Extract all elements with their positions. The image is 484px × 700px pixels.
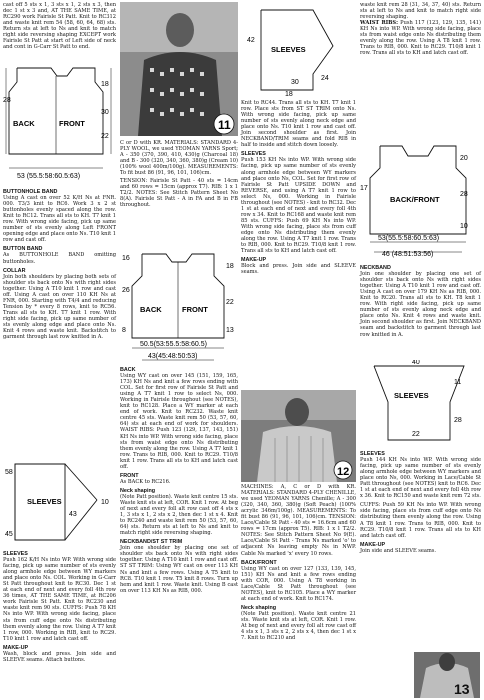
- dim-11: 11: [454, 379, 462, 386]
- dim-20: 20: [460, 155, 468, 162]
- makeup-text-2: Block and press. Join side and SLEEVE seams.: [241, 263, 356, 276]
- sleeves-label-2: SLEEVES: [271, 45, 306, 54]
- bottom-label-2: 43(45:48:50:53): [148, 353, 198, 360]
- waist-ribs-body: Push 117 (123, 129, 135, 141) KH Ns into WP. With wrong side facing, place sts from waist edge onto Ns distributing them evenly along the row. Using A T8 knit 1 row. Trans to RIB, 000. Knit to RC29. T10/8 knit 1 row. Trans all sts to KH and latch cast off.: [360, 20, 482, 57]
- width-label-2: 50.5(53:55.5:58:60.5): [140, 341, 207, 348]
- front-label: FRONT: [59, 119, 85, 128]
- makeup-title-2: MAKE-UP: [241, 257, 267, 264]
- button-band-title: BUTTON BAND: [3, 246, 43, 253]
- tension-text-1: TENSION: Fairisle St Patt - 40 sts = 14cm and 60 rows = 15cm (approx T7). RIB: 1 x 1 T2/2. NOTES: See Stitch Pattern Sheet No 8(A). Fairisle St Patt - A in FA and B in FB throughout.: [120, 178, 238, 209]
- dim-43: 43: [69, 511, 77, 518]
- width-label-3: 53(55.5:58:60.5:63): [378, 235, 440, 242]
- dim-22e: 22: [412, 431, 420, 438]
- back-label-2: BACK: [140, 305, 162, 314]
- neck-shaping-title: Neck shaping: [120, 487, 156, 494]
- cuffs-text: CUFFS: Push 59 KH Ns into WP. With wrong side facing, place sts from cuff edge onto Ns distributing them evenly along the row. Using A T8 knit 1 row. Trans to RIB, 000. Knit to RC29. T10/8 knit 1 row. Trans all sts to KH and latch cast off.: [360, 502, 481, 539]
- back-front-title: BACK/FRONT: [241, 559, 277, 566]
- neckband-continued-text: Knit to RC44. Trans all sts to KH. T7 knit 1 row. Place sts from ST ST TRIM onto Ns. With wrong side facing, pick up same number of sts evenly along neck edge and place onto Ns. T10 knit 1 row and cast off. Join second shoulder as first. Join NECKBAND/TRIM seams and fold RIB in half to inside and stitch down loosely.: [241, 100, 356, 149]
- column-4-middle: [360, 262, 481, 338]
- makeup-text-3: Join side and SLEEVE seams.: [360, 547, 437, 554]
- collar-text: Join both shoulders by placing both sets of shoulder sts back onto Ns with right sides together. Using A T10 knit 1 row and cast off. Using A cast on over 110 KH Ns at FNR, 000. Starting with T4/4 and reducing Tension by * every 8 rows, knit to RC56. Trans all sts to KH. T7 knit 1 row. With right side facing, pick up same number of sts evenly along edge and place onto Ns. Knit 4 rows and waste knit. Backstitch to garment through last row knitted in A.: [3, 273, 116, 341]
- intro-text: cast off 5 sts x 1, 3 sts x 1, 2 sts x 3, then dec 1 st x 3 and, AT THE SAME TIME, at RC290 work Fairisle St Patt. Knit to RC312 and waste knit rem 54 (58, 60, 64, 68) sts. Return sts at left to Ns and knit to match right side reversing shaping EXCEPT work Fairisle St Patt at start of Left side of neck and cont in G-Carr St Patt to end.: [3, 2, 116, 51]
- sweater-photo-11: [120, 2, 238, 136]
- sleeves-text-3: Push 144 KH Ns into WP. With wrong side facing, pick up same number of sts evenly along armhole edge between WY markers and place onto Ns, 000. Working in Lace/Cable St Patt throughout (see NOTES) knit to RC6. Dec 1 st at each end of next and every foll 4th row x 36. Knit to RC150 and waste knit rem 72 sts.: [360, 457, 481, 500]
- photo-number-13: 13: [454, 681, 470, 697]
- dim-58: 58: [5, 469, 13, 476]
- back-text: Using WY cast on over 145 (151, 159, 165, 173) KH Ns and knit a few rows ending with COL. Set for first row of Fairisle St Patt and using A T7 knit 1 row to select Ns, 000. Working in Fairisle throughout (see NOTES), knit to RC128. Place a WY marker at each end of work. Knit to RC232. Waste knit centre 45 sts. Waste knit rem 50 (53, 57, 60, 64) sts at each end of work for shoulders. WAIST RIBS: Push 123 (129, 137, 143, 151) KH Ns into WP. With wrong side facing, place sts from waist edge onto Ns distributing them evenly along the row. Using A T7 knit 1 row. Trans to RIB, 000. Knit to RC29. T10/8 knit 1 row. Trans all sts to KH and latch cast off.: [120, 373, 238, 470]
- back-front-diagram-1: [3, 62, 116, 182]
- dim-28e: 28: [454, 417, 462, 424]
- dim-40: 40: [412, 360, 420, 366]
- dim-18: 18: [101, 81, 109, 88]
- dim-22b: 22: [226, 299, 234, 306]
- front-text: As BACK to RC216.: [120, 478, 171, 485]
- column-3: [241, 100, 356, 275]
- bottom-label-3: 46 (48:51:53:56): [382, 251, 434, 258]
- dim-16: 16: [122, 255, 130, 262]
- dim-13: 13: [226, 327, 234, 334]
- neck-shaping-text: (Note Patt position). Waste knit centre 15 sts. Waste knit sts at left, COR. Knit 1 row. At beg of next and every foll alt row cast off 4 sts x 1, 3 sts x 1, 2 sts x 2, then dec 1 st x 4. Knit to RC240 and waste knit rem 50 (53, 57, 60, 64) sts. Return sts at left to Ns and knit to match right side reversing shaping.: [120, 493, 239, 537]
- neckband-text: Join one shoulder by placing one set of shoulder sts back onto Ns with right sides together. Using A T10 knit 1 row and cast off. Using A cast on over 179 KH Ns as RIB, 000. Knit to RC20. Trans all sts to KH. T8 knit 1 row. With right side facing, pick up same number of sts evenly along neck edge and place onto Ns. Knit 4 rows and waste knit. Join second shoulder as first. Join NECKBAND seam and backstitch to garment through last row knitted in A.: [360, 271, 481, 338]
- column-4: [360, 2, 481, 56]
- dim-17: 17: [360, 185, 368, 192]
- dim-24: 24: [321, 75, 329, 82]
- sleeves-text: Push 162 K/H Ns into WP. With wrong side facing, pick up same number of sts evenly along armhole edge between WY markers and place onto Ns. COL. Working in G-Carr St Patt throughout knit to RC30. Dec 1 st at each end of next and every foll 4th row 36 times, AT THE SAME TIME, at RC206 work Fairisle St Patt. Knit to RC230 and waste knit rem 90 sts. CUFFS: Push 78 KH Ns into WP. With wrong side facing, place sts from cuff edge onto Ns distributing them evenly along the row. Using A T7 knit 1 row, 000. Working in RIB, knit to RC29. T10 knit 1 row and latch cast off.: [3, 557, 116, 642]
- sleeves-label: SLEEVES: [27, 497, 62, 506]
- buttonhole-band-title: BUTTONHOLE BAND: [3, 189, 58, 195]
- back-front-diagram-2: [120, 246, 238, 366]
- sleeve-diagram-3: [360, 360, 481, 446]
- buttonhole-band-text: Using A cast on over 52 K/H Ns at FNR. 000. T3/3 knit to RC6. Work 3 x 2 st buttonholes evenly spaced along the row. Knit to RC12. Trans all sts to KH. T7 knit 1 row. With wrong side facing, pick up same number of sts evenly along Left FRONT opening edge and place onto Ns. T10 knit 1 row and cast off.: [3, 195, 116, 244]
- sleeve-diagram-2: [241, 2, 356, 98]
- materials-text-1: C or D with KR. MATERIALS: STANDARD 4-PLY WOOL, we used YEOMAN YARNS Sport; A - 350 (370, 390, 410, 430)g (Charcoal 18) and B - 300 (320, 340, 360, 380)g (Cream 10) (100% wool 400m/100g). MEASUREMENTS: To fit bust 86 (91, 96, 101, 106)cm.: [120, 140, 238, 177]
- dim-10: 10: [101, 499, 109, 506]
- dim-28d: 28: [460, 191, 468, 198]
- makeup-title: MAKE-UP: [3, 644, 29, 651]
- sweater-photo-13: [414, 652, 480, 698]
- front-label-2: FRONT: [182, 305, 208, 314]
- neckband-trim-text: Join one shoulder by placing one set of shoulder sts back onto Ns with right sides together. Using A T10 knit 1 row and cast off. ST ST TRIM: Using WY cast on over 113 KH Ns and knit a few rows. Using A T5 knit to RC8. T10 knit 1 row. T5 knit 8 rows. Turn up hem and knit 1 row. Waste knit. Using B cast on over 113 KH Ns as RIB, 000.: [120, 545, 238, 594]
- bottom-width: 53 (55.5:58:60.5:63): [17, 173, 81, 180]
- collar-title: COLLAR: [3, 267, 26, 274]
- dim-18b: 18: [226, 263, 234, 270]
- dim-45: 45: [5, 531, 13, 538]
- column-1-lower: [3, 186, 116, 340]
- waist-ribs-title: WAIST RIBS:: [360, 20, 398, 27]
- dim-18c: 18: [285, 91, 293, 98]
- column-2: [120, 140, 238, 209]
- sleeves-title-2: SLEEVES: [241, 151, 266, 158]
- waste-knit-text: waste knit rem 28 (31, 34, 37, 40) sts. Return sts at left to Ns and knit to match right side reversing shaping.: [360, 2, 481, 21]
- dim-28: 28: [3, 97, 11, 104]
- photo-number-11: 11: [218, 118, 231, 132]
- back-front-text: Using WY cast on over 127 (133, 139, 145, 151) KH Ns and knit a few rows ending with COR, 000. Using A T8 working in Lace/Cable St Patt throughout (see NOTES), knit to RC105. Place a WY marker at each end of work. Knit to RC174.: [241, 565, 356, 602]
- back-front-diagram-3: [360, 138, 481, 258]
- sleeves-title: SLEEVES: [3, 551, 28, 557]
- neck-shaping-text-2: (Note Patt position). Waste knit centre 21 sts. Waste knit sts at left, COR. Knit 1 row. At beg of next and every foll alt row cast off 4 sts x 1, 3 sts x 2, 2 sts x 4, then dec 1 st x 7. Knit to RC210 and: [241, 610, 356, 642]
- button-band-text: As BUTTONHOLE BAND omitting buttonholes.: [3, 252, 116, 265]
- waist-ribs-text: [360, 20, 481, 56]
- sleeves-label-3: SLEEVES: [394, 391, 429, 400]
- column-1: [3, 2, 116, 50]
- neck-shaping-title-2: Neck shaping: [241, 604, 277, 611]
- dim-42: 42: [247, 37, 255, 44]
- column-2-lower: [120, 364, 238, 594]
- makeup-title-3: MAKE-UP: [360, 541, 386, 548]
- dim-22: 22: [101, 133, 109, 140]
- sleeves-title-3: SLEEVES: [360, 451, 385, 457]
- column-4-lower: [360, 448, 481, 554]
- dim-10d: 10: [460, 223, 468, 230]
- dim-8: 8: [122, 327, 126, 334]
- materials-text-2: MACHINES: A, C or D with KR. MATERIALS: STANDARD 4-PLY CHENILLE, we used YEOMAN YARNS Chenille; A - 300 (320, 340, 360, 380)g (Soft Peach) (100% acrylic 346m/100g). MEASUREMENTS: To fit bust 86 (91, 96, 101, 106)cm. TENSION: Lace/Cable St Patt - 40 sts = 16.6cm and 60 rows = 17cm (approx T5). RIB: 1 x 1 T2/2. NOTES: See Stitch Pattern Sheet No 9(E). Lace/Cable St Patt - Trans Ns marked 'o' to adjacent Ns leaving empty Ns in NWP. Cable Ns marked 'x' every 10 rows.: [241, 484, 356, 557]
- sleeves-text-2: Push 153 KH Ns into WP. With wrong side facing, pick up same number of sts evenly along armhole edge between WY markers and place onto Ns, COL. Set for first row of Fairisle St Patt UPSIDE DOWN and REVERSE, and using A T7 knit 1 row to select Ns, 000. Working in Fairisle throughout (see NOTES) - knit to RC32. Dec 1 st at each end of next and every foll 4th row x 34. Knit to RC168 and waste knit rem 85 sts. CUFFS: Push 69 KH Ns into WP. With wrong side facing, place sts from cuff edge onto Ns distributing them evenly along the row. Using A T7 knit 1 row. Trans to RIB, 000. Knit to RC29. T10/8 knit 1 row. Trans all sts to KH and latch cast off.: [241, 157, 356, 255]
- back-label: BACK: [13, 119, 35, 128]
- back-front-label: BACK/FRONT: [390, 195, 440, 204]
- back-title: BACK: [120, 367, 136, 373]
- front-title: FRONT: [120, 472, 139, 479]
- column-3-lower: [241, 484, 356, 641]
- dim-30: 30: [101, 109, 109, 116]
- neckband-title: NECKBAND: [360, 265, 391, 271]
- sleeve-diagram-1: [3, 456, 116, 548]
- column-1-bottom: [3, 548, 116, 663]
- photo-number-12: 12: [337, 466, 350, 478]
- sweater-photo-12: [241, 390, 356, 482]
- neckband-trim-title: NECKBAND/ST ST TRIM: [120, 539, 183, 546]
- dim-26: 26: [122, 287, 130, 294]
- makeup-text: Wash, block and press. Join side and SLEEVE seams. Attach buttons.: [3, 650, 116, 663]
- dim-30c: 30: [291, 79, 299, 86]
